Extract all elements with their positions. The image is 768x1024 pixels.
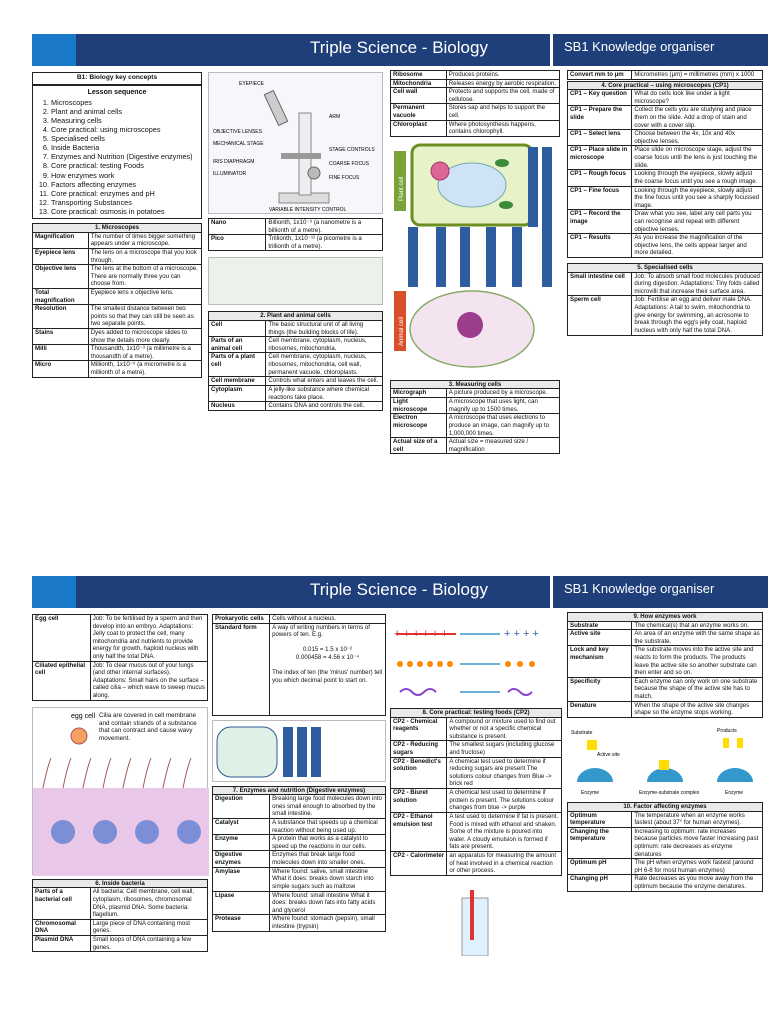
column-a <box>32 72 202 378</box>
term-cell: Resolution <box>33 305 89 329</box>
factors-table: 10. Factor affecting enzymes Optimum temperature The temperature when an enzyme works fastest (about 37° for human enzymes). Changing the temperature Increasing to optimum: rate increases because particles move faster Increasing past optimum: rate decreases as enzyme denatures Optimum pH The pH when enzymes work fastest (around pH 6-8 for most human enzymes) Changing pH Rate decreases as you move away from the optimum because the enzyme denatures. <box>567 802 763 892</box>
term-cell: Parts of a bacterial cell <box>33 888 91 919</box>
key-concepts-title: B1: Biology key concepts <box>32 72 202 85</box>
table-row <box>213 851 386 867</box>
term-cell: CP1 – Rough focus <box>568 170 632 186</box>
lesson-item: 11. Core practical: enzymes and pH <box>51 189 197 198</box>
term-cell: Catalyst <box>213 819 270 835</box>
term-cell: Cell wall <box>391 88 447 104</box>
table-row <box>391 851 562 875</box>
definition-cell: A microscope that uses electrons to produce an image, can magnify up to 1,000,000 times. <box>446 414 559 438</box>
plant-animal-table: 2. Plant and animal cells Cell The basic structural unit of all living things (the building blocks of life). Parts of an animal cell Cell membrane, cytoplasm, nucleus, ribosomes, mitochondria. Parts of a plant cell Cell membrane, cytoplasm, nucleus, ribosomes, mitochondria, cell wall, permanent vacuole, chloroplasts. Cell membrane Controls what enters and leaves the cell. Cytoplasm A jelly-like substance where chemical reactions take place. Nucleus Contains DNA and controls the cell. <box>208 311 383 410</box>
term-cell: Permanent vacuole <box>391 104 447 120</box>
column-c-2 <box>390 612 562 956</box>
table-row <box>391 789 562 813</box>
term-cell: Stains <box>33 329 89 345</box>
table-row <box>568 146 763 170</box>
definition-cell: The smallest sugars (including glucose and fructose) <box>447 741 562 757</box>
table-row <box>391 71 560 80</box>
lesson-item: 1. Microscopes <box>51 98 197 107</box>
svg-text:+ + + +: + + + + <box>504 628 539 640</box>
lesson-item: 5. Specialised cells <box>51 134 197 143</box>
definition-cell: Job: To clear mucus out of your lungs (and other internal surfaces). Adaptations: Small hairs on the surface – called cilia – which wave to sweep mucus along. <box>90 661 207 700</box>
definition-cell: The pH when enzymes work fastest (around pH 6-8 for most human enzymes) <box>632 859 763 875</box>
definition-cell: Contains DNA and controls the cell. <box>266 402 383 411</box>
microscope-image <box>208 72 383 214</box>
term-cell: Sperm cell <box>568 296 632 335</box>
table-row <box>33 661 208 700</box>
definition-cell: Cell membrane, cytoplasm, nucleus, ribosomes, mitochondria, cell wall, permanent vacuole, chloroplasts. <box>266 353 383 377</box>
term-cell: Changing the temperature <box>568 827 632 858</box>
term-cell: Active site <box>568 630 632 646</box>
term-cell: Milli <box>33 345 89 361</box>
bacteria-table: 6. Inside bacteria Parts of a bacterial cell All bacteria: Cell membrane, cell wall, cytoplasm, ribosomes, chromosomal DNA, plasmid DNA. Some bacteria: flagellum. Chromosomal DNA Large piece of DNA containing most genes. Plasmid DNA Small loops of DNA containing a few genes. <box>32 879 208 952</box>
definition-cell: Collect the cells you are studying and place them on the slide. Add a drop of stain and cover with a cover slip. <box>632 106 763 130</box>
table-title: 1. Microscopes <box>33 224 202 233</box>
table-row <box>209 337 383 353</box>
lesson-item: 2. Plant and animal cells <box>51 107 197 116</box>
table-row <box>568 859 763 875</box>
definition-cell: Small loops of DNA containing a few genes. <box>90 935 207 951</box>
microscope-icon <box>209 73 384 215</box>
term-cell: Digestive enzymes <box>213 851 270 867</box>
definition-cell: Increasing to optimum: rate increases because particles move faster Increasing past optimum: rate decreases as enzyme denatures <box>632 827 763 858</box>
term-cell: Enzyme <box>213 835 270 851</box>
lesson-title: Lesson sequence <box>87 88 147 96</box>
svg-text:Animal cell: Animal cell <box>399 316 405 346</box>
definition-cell: The smallest distance between two points so that they can still be seen as two separate points. <box>88 305 201 329</box>
svg-text:Products: Products <box>717 727 737 734</box>
bacteria-diagram <box>212 720 386 782</box>
table-row <box>568 630 763 646</box>
table-row <box>568 130 763 146</box>
convert-table: Convert mm to µm Micrometres (µm) = millimetres (mm) x 1000 <box>567 70 763 80</box>
lock-and-key-diagram <box>567 722 763 798</box>
table-row <box>568 677 763 701</box>
definition-cell: Job: To absorb small food molecules produced during digestion. Adaptations: Tiny folds called microvilli that increase their surface area. <box>632 272 763 296</box>
term-cell: CP1 – Prepare the slide <box>568 106 632 130</box>
table-row <box>391 120 560 136</box>
definition-cell: The temperature when an enzyme works fastest (about 37° for human enzymes). <box>632 811 763 827</box>
egg-ciliated-table <box>32 614 208 701</box>
table-row <box>33 345 202 361</box>
definition-cell: A chemical test used to determine if protein is present. The solutions colour changes from blue -> purple <box>447 789 562 813</box>
svg-text:+ + + + + +: + + + + + + <box>394 628 448 640</box>
definition-cell: Eyepiece lens x objective lens. <box>88 288 201 304</box>
svg-text:VARIABLE INTENSITY CONTROL: VARIABLE INTENSITY CONTROL <box>269 207 347 213</box>
table-row <box>33 935 208 951</box>
table-row <box>209 377 383 386</box>
term-cell: CP2 - Chemical reagents <box>391 717 447 741</box>
svg-text:FINE FOCUS: FINE FOCUS <box>329 175 360 181</box>
definition-cell: A protein that works as a catalyst to speed up the reactions in our cells. <box>270 835 386 851</box>
term-cell: Cytoplasm <box>209 385 266 401</box>
term-cell: Light microscope <box>391 398 447 414</box>
table-row <box>568 646 763 677</box>
table-row <box>568 296 763 335</box>
table-row <box>209 402 383 411</box>
definition-cell: The number of times bigger something appears under a microscope. <box>88 232 201 248</box>
column-c <box>390 70 560 454</box>
definition-cell: Where photosynthesis happens, contains chlorophyll. <box>446 120 559 136</box>
table-row <box>33 888 208 919</box>
page-subtitle: SB1 Knowledge organiser <box>564 39 715 54</box>
term-cell: Denature <box>568 701 632 717</box>
term-cell: Ciliated epithelial cell <box>33 661 91 700</box>
lesson-item: 12. Transporting Substances <box>51 198 197 207</box>
specialised-table: 5. Specialised cells Small intestine cell Job: To absorb small food molecules produced during digestion. Adaptations: Tiny folds called microvilli that increase their surface area. Sperm cell Job: Fertilise an egg and deliver male DNA. Adaptations: A tail to swim, mitochondria to give energy for swimming, an acrosome to break through the egg's jelly coat, haploid nucleus with only half the total DNA. <box>567 263 763 335</box>
term-cell: Pico <box>209 235 266 251</box>
table-row <box>391 717 562 741</box>
cilia-caption: Cilia are covered in cell membrane and contain strands of a substance that can contract and cause wavy movement. <box>99 711 197 743</box>
term-cell: CP2 - Calorimeter <box>391 851 447 875</box>
table-row <box>391 438 560 454</box>
term-cell: Lipase <box>213 891 270 915</box>
definition-cell: All bacteria: Cell membrane, cell wall, cytoplasm, ribosomes, chromosomal DNA, plasmid DNA. Some bacteria: flagellum. <box>90 888 207 919</box>
term-cell: CP1 – Place slide in microscope <box>568 146 632 170</box>
term-cell: Parts of a plant cell <box>209 353 266 377</box>
term-cell: Optimum temperature <box>568 811 632 827</box>
organelles-table <box>390 70 560 137</box>
definition-cell: Looking through the eyepiece, slowly adjust the fine focus until you see a sharply focussed image. <box>632 186 763 210</box>
lesson-list <box>37 98 197 216</box>
svg-text:Substrate: Substrate <box>571 729 593 736</box>
table-row <box>568 170 763 186</box>
table-row <box>391 398 560 414</box>
definition-cell: Rate decreases as you move away from the optimum because the enzyme denatures. <box>632 875 763 891</box>
svg-text:ILLUMINATOR: ILLUMINATOR <box>213 171 247 177</box>
definition-cell: The substrate moves into the active site and reacts to form the products. The products leave the active site so another substrate can then enter and so on. <box>632 646 763 677</box>
definition-cell: Job: Fertilise an egg and deliver male DNA. Adaptations: A tail to swim, mitochondria to give energy for swimming, an acrosome to break through the egg's jelly coat, haploid nucleus with only half the total DNA. <box>632 296 763 335</box>
definition-cell: A picture produced by a microscope. <box>446 389 559 398</box>
definition-cell: A compound or mixture used to find out whether or not a specific chemical substance is present. <box>447 717 562 741</box>
term-cell: Mitochondria <box>391 79 447 88</box>
definition-cell: Stores sap and helps to support the cell. <box>446 104 559 120</box>
term-cell: Small intestine cell <box>568 272 632 296</box>
table-row <box>213 891 386 915</box>
definition-cell: Produces proteins. <box>446 71 559 80</box>
term-cell: Total magnification <box>33 288 89 304</box>
table-row <box>568 875 763 891</box>
svg-text:IRIS DIAPHRAGM: IRIS DIAPHRAGM <box>213 159 255 165</box>
term-cell: CP2 - Ethanol emulsion test <box>391 812 447 851</box>
table-row <box>568 90 763 106</box>
table-row <box>209 353 383 377</box>
term-cell: Protease <box>213 915 270 931</box>
definition-cell: As you increase the magnification of the objective lens, the cells appear larger and more detailed. <box>632 234 763 258</box>
term-cell: CP2 - Reducing sugars <box>391 741 447 757</box>
cell-diagram <box>390 141 560 376</box>
table-row <box>568 106 763 130</box>
column-d <box>567 70 763 336</box>
cp1-table: 4. Core practical – using microscopes (CP1) CP1 – Key question What do cells look like under a light microscope? CP1 – Prepare the slide Collect the cells you are studying and place them on the slide. Add a drop of stain and cover with a cover slip. CP1 – Select lens Choose between the 4x, 10x and 40x objective lenses. CP1 – Place slide in microscope Place slide on microscope stage, adjust the coarse focus until the lens is just touching the slide. CP1 – Rough focus Looking through the eyepiece, slowly adjust the coarse focus until you see a rough image. CP1 – Fine focus Looking through the eyepiece, slowly adjust the fine focus until you see a sharply focussed image. CP1 – Record the image Draw what you see, label any cell parts you can recognise and repeat with different objective lenses. CP1 – Results As you increase the magnification of the objective lens, the cells appear larger and more detailed. <box>567 81 763 258</box>
lesson-item: 7. Enzymes and Nutrition (Digestive enzymes) <box>51 152 197 161</box>
term-cell: CP1 – Record the image <box>568 210 632 234</box>
table-row <box>568 621 763 630</box>
definition-cell: Enzymes that break large food molecules down into smaller ones. <box>270 851 386 867</box>
definition-cell: Choose between the 4x, 10x and 40x objective lenses. <box>632 130 763 146</box>
measuring-table: 3. Measuring cells Micrograph A picture produced by a microscope. Light microscope A microscope that uses light, can magnify up to 1500 times. Electron microscope A microscope that uses electrons to produce an image, can magnify up to 1,000,000 times. Actual size of a cell Actual size = measured size / magnification <box>390 380 560 454</box>
lesson-item: 10. Factors affecting enzymes <box>51 180 197 189</box>
definition-cell: Controls what enters and leaves the cell. <box>266 377 383 386</box>
table-row <box>33 329 202 345</box>
term-cell: CP1 – Results <box>568 234 632 258</box>
term-cell: Micrograph <box>391 389 447 398</box>
term-cell: Electron microscope <box>391 414 447 438</box>
definition-cell: Dyes added to microscope slides to show the details more clearly. <box>88 329 201 345</box>
lesson-item: 8. Core practical: testing Foods <box>51 161 197 170</box>
lesson-item: 4. Core practical: using microscopes <box>51 125 197 134</box>
table-row <box>209 321 383 337</box>
definition-cell: When the shape of the active site changes shape so the enzyme stops working. <box>632 701 763 717</box>
table-row <box>568 186 763 210</box>
definition-cell: Billionth, 1x10⁻⁹ (a nanometre is a billionth of a metre). <box>266 219 383 235</box>
term-cell: Nano <box>209 219 266 235</box>
term-cell: Eyepiece lens <box>33 248 89 264</box>
definition-cell: Looking through the eyepiece, slowly adjust the coarse focus until you see a rough image. <box>632 170 763 186</box>
term-cell: Specificity <box>568 677 632 701</box>
header-banner-2: Triple Science - Biology SB1 Knowledge organiser <box>32 576 768 608</box>
definition-cell: Actual size = measured size / magnification <box>446 438 559 454</box>
definition-cell: Where found: small intestine What it does: breaks down fats into fatty acids and glycerol <box>270 891 386 915</box>
header-banner <box>32 34 768 66</box>
enzymes-table: 7. Enzymes and nutrition (Digestive enzymes) Digestion Breaking large food molecules down into ones small enough to absorbed by the small intestine. Catalyst A substance that speeds up a chemical reaction without being used up. Enzyme A protein that works as a catalyst to speed up the reactions in our cells. Digestive enzymes Enzymes that break large food molecules down into smaller ones. Amylase Where found: salive, small intestine What it does: breaks down starch into simple sugars such as maltose Lipase Where found: small intestine What it does: breaks down fats into fatty acids and glycerol Protease Where found: stomach (pepsin), small intestine (trypsin) <box>212 786 386 932</box>
table-row <box>391 389 560 398</box>
table-row <box>209 219 383 235</box>
table-row <box>33 919 208 935</box>
lesson-item: 3. Measuring cells <box>51 116 197 125</box>
prokaryotic-table: Prokaryotic cells Cells without a nucleus. Standard form A way of writing numbers in terms of powers of ten. E.g. 0.015 = 1.5 x 10⁻² 0.000458 = 4.56 x 10⁻⁴ The index of ten (the 'minus' number) tell you which decimal point to start on. <box>212 614 386 716</box>
definition-cell: The lens on a microscope that you look through. <box>88 248 201 264</box>
table-row <box>33 305 202 329</box>
term-cell: Parts of an animal cell <box>209 337 266 353</box>
definition-cell: Large piece of DNA containing most genes. <box>90 919 207 935</box>
definition-cell: Draw what you see, label any cell parts you can recognise and repeat with different objective lenses. <box>632 210 763 234</box>
svg-text:Active site: Active site <box>597 751 620 758</box>
definition-cell: A chemical test used to determine if reducing sugars are present The solutions colour changes from Blue -> brick red <box>447 757 562 788</box>
definition-cell: An area of an enzyme with the same shape as the substrate. <box>632 630 763 646</box>
term-cell: CP2 - Benedict's solution <box>391 757 447 788</box>
term-cell: Digestion <box>213 795 270 819</box>
definition-cell: Where found: salive, small intestine What it does: breaks down starch into simple sugars such as maltose <box>270 867 386 891</box>
ciliated-cell-image <box>32 707 208 875</box>
table-row <box>213 795 386 819</box>
table-row <box>568 272 763 296</box>
definition-cell: A jelly-like substance where chemical reactions take place. <box>266 385 383 401</box>
term-cell: Cell <box>209 321 266 337</box>
unit-conversion-image <box>208 257 383 305</box>
term-cell: Chloroplast <box>391 120 447 136</box>
table-row <box>33 361 202 377</box>
term-cell: Plasmid DNA <box>33 935 91 951</box>
definition-cell: an apparatus for measuring the amount of heat involved in a chemical reaction or other process. <box>447 851 562 875</box>
svg-text:MECHANICAL STAGE: MECHANICAL STAGE <box>213 141 264 147</box>
table-row <box>213 867 386 891</box>
term-cell: Nucleus <box>209 402 266 411</box>
table-row <box>568 701 763 717</box>
term-cell: Substrate <box>568 621 632 630</box>
term-cell: Ribosome <box>391 71 447 80</box>
term-cell: Objective lens <box>33 265 89 289</box>
table-row <box>391 104 560 120</box>
definition-cell: A substance that speeds up a chemical reaction without being used up. <box>270 819 386 835</box>
table-row <box>209 235 383 251</box>
term-cell: Lock and key mechanism <box>568 646 632 677</box>
term-cell: CP2 - Biuret solution <box>391 789 447 813</box>
table-row <box>391 741 562 757</box>
table-row <box>209 385 383 401</box>
definition-cell: Protects and supports the cell, made of cellulose. <box>446 88 559 104</box>
svg-text:egg cell: egg cell <box>71 712 96 720</box>
definition-cell: Breaking large food molecules down into ones small enough to absorbed by the small intestine. <box>270 795 386 819</box>
table-row <box>391 812 562 851</box>
svg-text:Enzyme-substrate complex: Enzyme-substrate complex <box>639 789 700 796</box>
page-2 <box>32 576 768 1024</box>
svg-text:Plant cell: Plant cell <box>399 176 405 201</box>
column-d-2 <box>567 612 763 892</box>
label-eyepiece: EYEPIECE <box>239 81 265 87</box>
definition-cell: The lens at the bottom of a microscope. There are normally three you can choose from. <box>88 265 201 289</box>
svg-text:COARSE FOCUS: COARSE FOCUS <box>329 161 370 167</box>
calorimeter-image <box>390 890 562 956</box>
table-row <box>568 827 763 858</box>
definition-cell: A microscope that uses light, can magnify up to 1500 times. <box>446 398 559 414</box>
svg-text:Enzyme: Enzyme <box>725 789 744 796</box>
brand-block <box>32 34 76 66</box>
lesson-item: 9. How enzymes work <box>51 171 197 180</box>
table-row <box>568 210 763 234</box>
lesson-item: 13. Core practical: osmosis in potatoes <box>51 207 197 216</box>
table-row <box>391 79 560 88</box>
svg-text:Enzyme: Enzyme <box>581 789 600 796</box>
term-cell: Chromosomal DNA <box>33 919 91 935</box>
definition-cell: Job: To be fertilised by a sperm and then develop into an embryo. Adaptations: Jelly coat to protect the cell, many mitochondria and nutrients to provide energy for growth, haploid nucleus with only half the total DNA. <box>90 615 207 662</box>
definition-cell: Millionth, 1x10⁻⁶ (a micrometre is a millionth of a metre). <box>88 361 201 377</box>
term-cell: Magnification <box>33 232 89 248</box>
table-row <box>568 234 763 258</box>
table-row <box>33 615 208 662</box>
term-cell: Amylase <box>213 867 270 891</box>
definition-cell: What do cells look like under a light microscope? <box>632 90 763 106</box>
term-cell: CP1 – Select lens <box>568 130 632 146</box>
term-cell: CP1 – Fine focus <box>568 186 632 210</box>
table-row <box>391 414 560 438</box>
term-cell: Actual size of a cell <box>391 438 447 454</box>
table-row <box>568 811 763 827</box>
definition-cell: Thousandth, 1x10⁻³ (a millimetre is a thousandth of a metre). <box>88 345 201 361</box>
term-cell: Egg cell <box>33 615 91 662</box>
table-row <box>213 915 386 931</box>
column-b <box>208 72 383 411</box>
nano-pico-table <box>208 218 383 251</box>
term-cell: Optimum pH <box>568 859 632 875</box>
definition-cell: Each enzyme can only work on one substrate because the shape of the active site has to match. <box>632 677 763 701</box>
definition-cell: Releases energy by aerobic respiration. <box>446 79 559 88</box>
column-a-2 <box>32 614 208 952</box>
table-row <box>391 757 562 788</box>
lesson-sequence <box>32 85 202 220</box>
definition-cell: Cell membrane, cytoplasm, nucleus, ribosomes, mitochondria. <box>266 337 383 353</box>
definition-cell: Place slide on microscope stage, adjust the coarse focus until the lens is just touching the slide. <box>632 146 763 170</box>
table-row <box>391 88 560 104</box>
definition-cell: A test used to determine if fat is present. Food is mixed with ethanol and shaken. Some of the mixture is poured into water. A cloudy emulsion is formed if fats are present. <box>447 812 562 851</box>
table-row <box>33 232 202 248</box>
table-row <box>33 288 202 304</box>
how-enzymes-table: 9. How enzymes work Substrate The chemical(s) that an enzyme works on. Active site An area of an enzyme with the same shape as the substrate. Lock and key mechanism The substrate moves into the active site and reacts to form the products. The products leave the active site so another substrate can then enter and so on. Specificity Each enzyme can only work on one substrate because the shape of the active site has to match. Denature When the shape of the active site changes shape so the enzyme stops working. <box>567 612 763 718</box>
svg-text:OBJECTIVE LENSES: OBJECTIVE LENSES <box>213 129 262 135</box>
column-b-2 <box>212 614 386 932</box>
svg-text:STAGE CONTROLS: STAGE CONTROLS <box>329 147 375 153</box>
page-1 <box>32 34 768 518</box>
table-row <box>33 265 202 289</box>
microscopes-table <box>32 223 202 378</box>
term-cell: CP1 – Key question <box>568 90 632 106</box>
lesson-item: 6. Inside Bacteria <box>51 143 197 152</box>
definition-cell: Where found: stomach (pepsin), small intestine (trypsin) <box>270 915 386 931</box>
table-row <box>213 819 386 835</box>
svg-text:ARM: ARM <box>329 114 341 120</box>
table-row <box>213 835 386 851</box>
definition-cell: The chemical(s) that an enzyme works on. <box>632 621 763 630</box>
definition-cell: The basic structural unit of all living things (the building blocks of life). <box>266 321 383 337</box>
food-molecules-diagram <box>390 612 562 704</box>
definition-cell: Trillionth, 1x10⁻¹² (a picometre is a trillionth of a metre). <box>266 235 383 251</box>
term-cell: Changing pH <box>568 875 632 891</box>
term-cell: Micro <box>33 361 89 377</box>
table-row <box>33 248 202 264</box>
term-cell: Cell membrane <box>209 377 266 386</box>
page-title: Triple Science - Biology <box>310 38 488 57</box>
cp2-table: 8. Core practical: testing foods (CP2) CP2 - Chemical reagents A compound or mixture used to find out whether or not a specific chemical substance is present. CP2 - Reducing sugars The smallest sugars (including glucose and fructose) CP2 - Benedict's solution A chemical test used to determine if reducing sugars are present The solutions colour changes from Blue -> brick red CP2 - Biuret solution A chemical test used to determine if protein is present. The solutions colour changes from blue -> purple CP2 - Ethanol emulsion test A test used to determine if fat is present. Food is mixed with ethanol and shaken. Some of the mixture is poured into water. A cloudy emulsion is formed if fats are present. CP2 - Calorimeter an apparatus for measuring the amount of heat involved in a chemical reaction or other process. <box>390 708 562 876</box>
